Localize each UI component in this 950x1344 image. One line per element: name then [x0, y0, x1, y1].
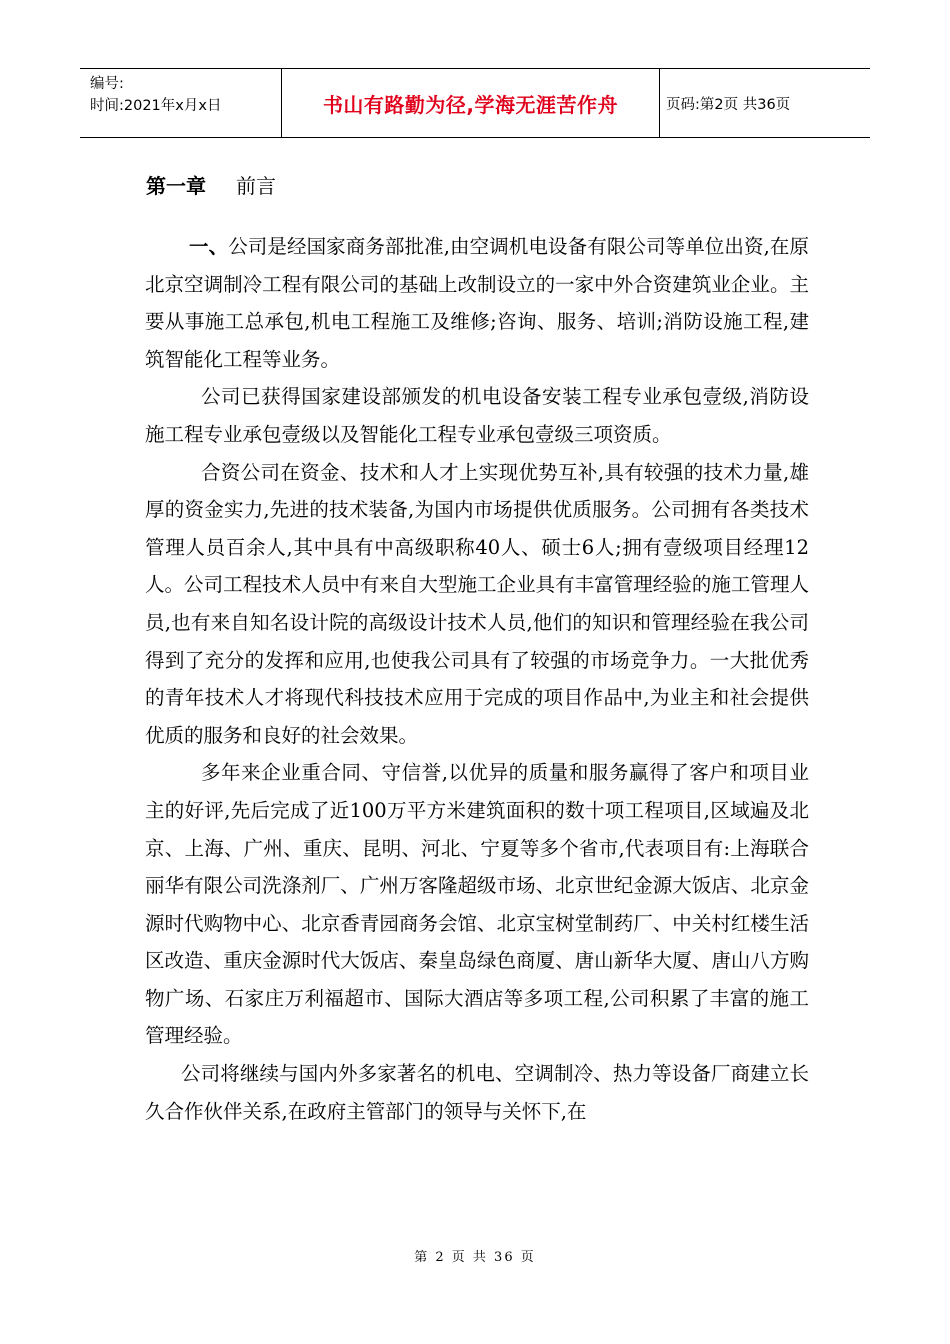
paragraph-3: 合资公司在资金、技术和人才上实现优势互补,具有较强的技术力量,雄厚的资金实力,先进的技术装备,为国内市场提供优质服务。公司拥有各类技术管理人员百余人,其中具有中高级职称40人、硕士6人;拥有壹级项目经理12人。公司工程技术人员中有来自大型施工企业具有丰富管理经验的施工管理人员,也有来自知名设计院的高级设计技术人员,他们的知识和管理经验在我公司得到了充分的发挥和应用,也使我公司具有了较强的市场竞争力。一大批优秀的青年技术人才将现代科技技术应用于完成的项目作品中,为业主和社会提供优质的服务和良好的社会效果。 [145, 460, 809, 747]
paragraph-4: 多年来企业重合同、守信誉,以优异的质量和服务赢得了客户和项目业主的好评,先后完成了近100万平方米建筑面积的数十项工程项目,区域遍及北京、上海、广州、重庆、昆明、河北、宁夏等多个省市,代表项目有:上海联合丽华有限公司洗涤剂厂、广州万客隆超级市场、北京世纪金源大饭店、北京金源时代购物中心、北京香青园商务会馆、北京宝树堂制药厂、中关村红楼生活区改造、重庆金源时代大饭店、秦皇岛绿色商厦、唐山新华大厦、唐山八方购物广场、石家庄万利福超市、国际大酒店等多项工程,公司积累了丰富的施工管理经验。 [145, 761, 809, 1048]
paragraph-5: 公司将继续与国内外多家著名的机电、空调制冷、热力等设备厂商建立长久合作伙伴关系,在政府主管部门的领导与关怀下,在 [145, 1062, 809, 1123]
document-header [80, 68, 870, 138]
paragraph-1-text: 公司是经国家商务部批准,由空调机电设备有限公司等单位出资,在原北京空调制冷工程有限公司的基础上改制设立的一家中外合资建筑业企业。主要从事施工总承包,机电工程施工及维修;咨询、服务、培训;消防设施工程,建筑智能化工程等业务。 [145, 235, 809, 371]
chapter-number: 第一章 [146, 174, 206, 198]
header-motto: 书山有路勤为径,学海无涯苦作舟 [282, 69, 660, 137]
header-meta [80, 69, 282, 137]
document-number-label: 编号: [90, 76, 124, 92]
document-body [145, 228, 809, 1130]
header-page-info: 页码:第2页 共36页 [666, 96, 791, 113]
paragraph-1-lead: 一、 [189, 235, 229, 258]
paragraph-1 [145, 228, 809, 378]
page-footer: 第 2 页 共 36 页 [414, 1250, 536, 1265]
paragraph-2: 公司已获得国家建设部颁发的机电设备安装工程专业承包壹级,消防设施工程专业承包壹级以及智能化工程专业承包壹级三项资质。 [145, 385, 809, 446]
chapter-heading [146, 172, 276, 200]
chapter-title: 前言 [236, 174, 276, 198]
document-time-label: 时间:2021年x月x日 [90, 98, 222, 114]
